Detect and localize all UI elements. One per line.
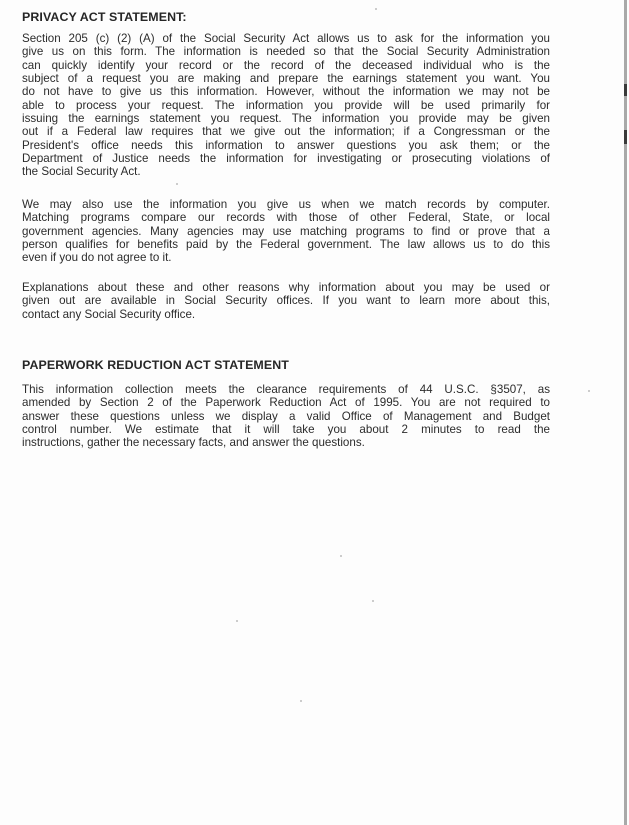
text-line: contact any Social Security office.: [22, 307, 196, 321]
scan-speck: [588, 390, 590, 392]
text-line: out if a Federal law requires that we give out the information; if a Congressman or the: [22, 125, 550, 139]
scan-speck: [236, 620, 238, 622]
scan-speck: [176, 183, 178, 185]
privacy-act-heading: PRIVACY ACT STATEMENT:: [22, 10, 187, 24]
text-line: person qualifies for benefits paid by the Federal government. The law allows us to do this: [22, 238, 550, 252]
scan-speck: [340, 555, 342, 557]
text-line: given out are available in Social Security offices. If you want to learn more about this,: [22, 294, 550, 308]
text-line: President's office needs this information to answer questions you ask them; or the: [22, 138, 550, 152]
text-line: Department of Justice needs the information for investigating or prosecuting violations of: [22, 152, 550, 166]
text-line: government agencies. Many agencies may use matching programs to find or prove that a: [22, 224, 550, 238]
privacy-act-paragraph-2: [22, 198, 550, 265]
privacy-act-paragraph-1: [22, 32, 550, 179]
text-line: This information collection meets the clearance requirements of 44 U.S.C. §3507, as: [22, 383, 550, 396]
page-edge-mark: [624, 130, 627, 144]
text-line: amended by Section 2 of the Paperwork Reduction Act of 1995. You are not required to: [22, 396, 550, 410]
text-line: can quickly identify your record or the record of the deceased individual who is the: [22, 58, 550, 72]
page-edge-mark: [624, 84, 627, 96]
text-line: able to process your request. The information you provide will be used primarily for: [22, 98, 550, 112]
paperwork-act-heading: PAPERWORK REDUCTION ACT STATEMENT: [22, 358, 289, 372]
text-line: the Social Security Act.: [22, 165, 141, 179]
text-line: Explanations about these and other reasons why information about you may be used or: [22, 281, 550, 294]
text-line: control number. We estimate that it will take you about 2 minutes to read the: [22, 423, 550, 437]
text-line: Section 205 (c) (2) (A) of the Social Security Act allows us to ask for the information you: [22, 32, 550, 45]
paperwork-act-paragraph: [22, 383, 550, 450]
text-line: even if you do not agree to it.: [22, 251, 172, 265]
scan-speck: [375, 8, 377, 10]
text-line: do not have to give us this information. However, without the information we may not be: [22, 85, 550, 99]
privacy-act-paragraph-3: [22, 281, 550, 321]
text-line: give us on this form. The information is needed so that the Social Security Administration: [22, 45, 550, 59]
text-line: subject of a request you are making and prepare the earnings statement you want. You: [22, 72, 550, 86]
page-edge-border: [624, 0, 627, 825]
text-line: instructions, gather the necessary facts, and answer the questions.: [22, 436, 365, 450]
scan-speck: [300, 700, 302, 702]
text-line: issuing the earnings statement you request. The information you provide may be given: [22, 112, 550, 126]
text-line: Matching programs compare our records with those of other Federal, State, or local: [22, 211, 550, 225]
text-line: We may also use the information you give us when we match records by computer.: [22, 198, 550, 211]
text-line: answer these questions unless we display a valid Office of Management and Budget: [22, 409, 550, 423]
scan-speck: [372, 600, 374, 602]
